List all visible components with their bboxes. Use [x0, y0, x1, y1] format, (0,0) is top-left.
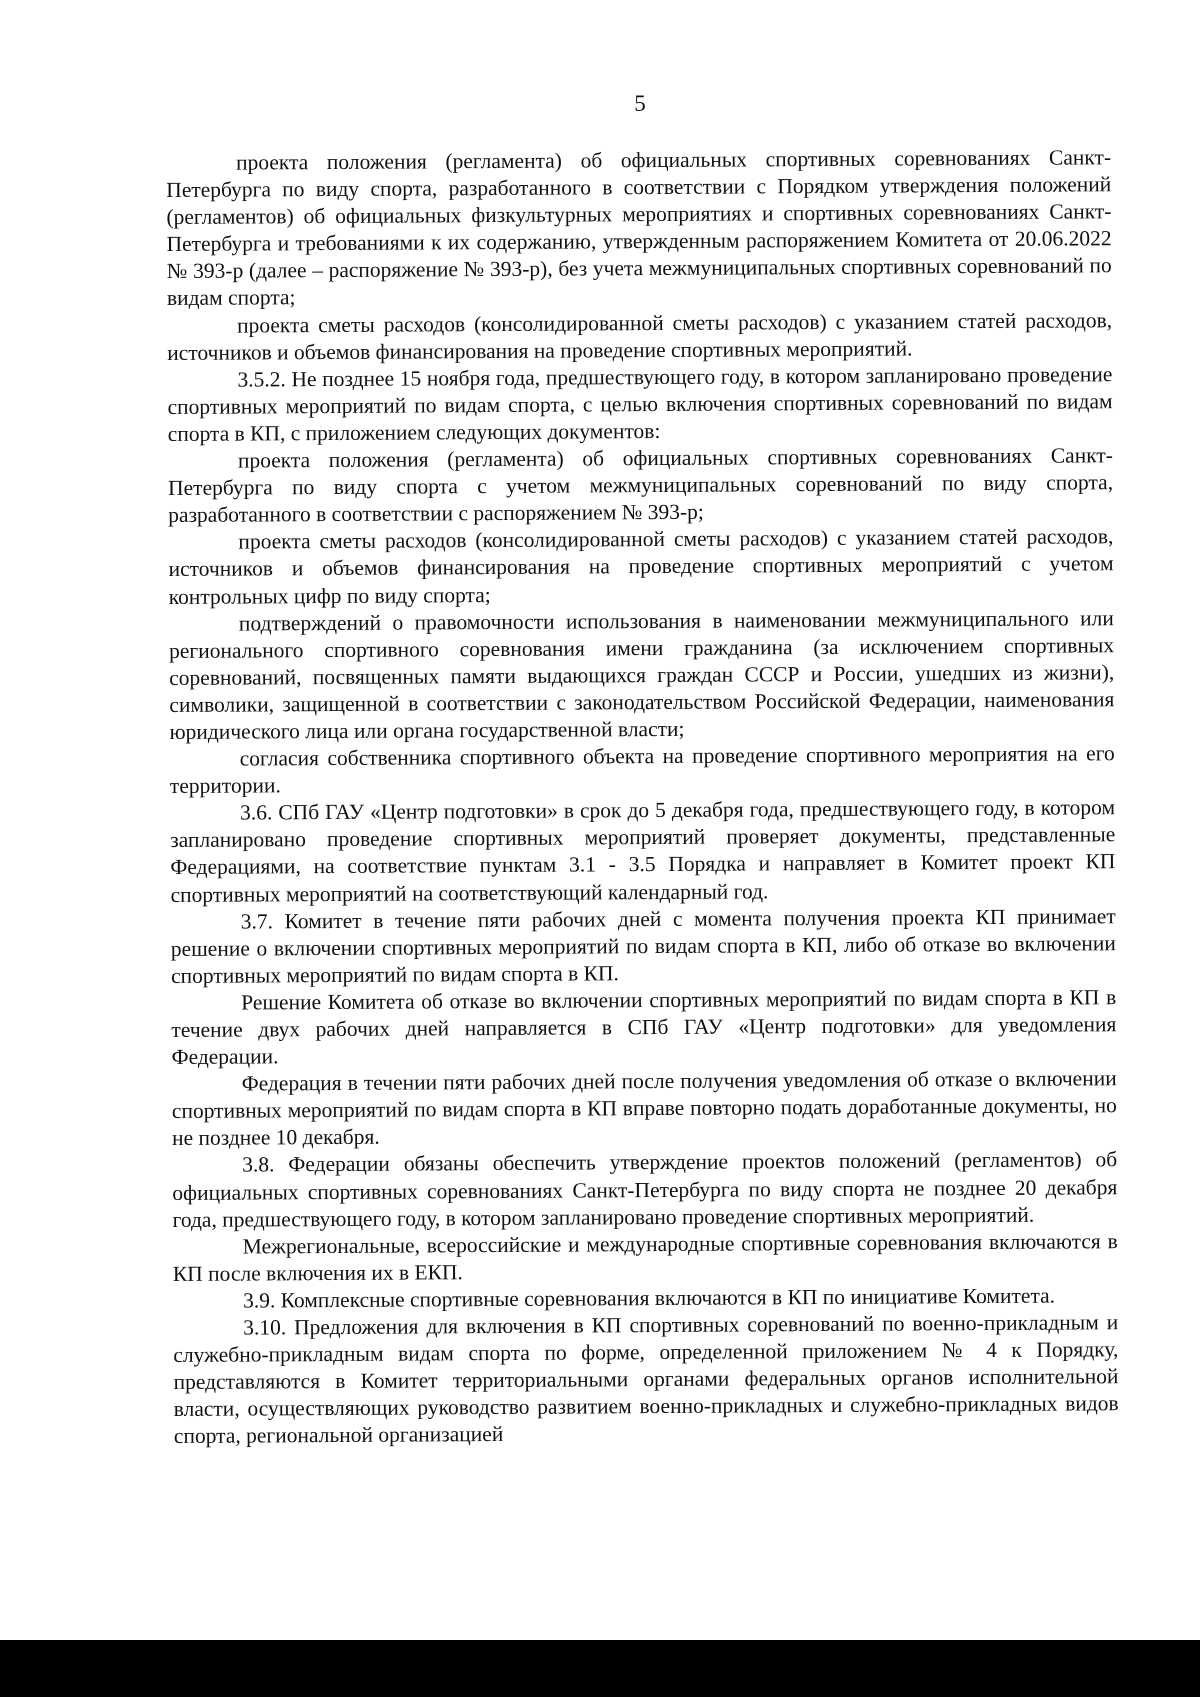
paragraph: 3.6. СПб ГАУ «Центр подготовки» в срок до 5 декабря года, предшествующего году, в котором запланировано проведение спортивных мероприятий проверяет документы, представленные Федерациями, на соответствие пунктам 3.1 - 3.5 Порядка и направляет в Комитет проект КП спортивных мероприятий на соответствующий календарный год. [170, 795, 1116, 907]
scan-bottom-border [0, 1640, 1200, 1697]
page-number: 5 [634, 91, 646, 116]
paragraph: подтверждений о правомочности использования в наименовании межмуниципального или регионального спортивного соревнования имени гражданина (за исключением спортивных соревнований, посвященных памяти выдающихся граждан СССР и России, ушедших из жизни), символики, защищенной в соответствии с законодательством Российской Федерации, наименования юридического лица или органа государственной власти; [168, 605, 1115, 744]
paragraph: проекта положения (регламента) об официальных спортивных соревнованиях Санкт-Петербурга по виду спорта с учетом межмуниципальных соревнований по виду спорта, разработанного в соответствии с распоряжением № 393-р; [167, 443, 1114, 528]
paragraph: Межрегиональные, всероссийские и международные спортивные соревнования включаются в КП после включения их в ЕКП. [172, 1228, 1118, 1286]
paragraph: проекта сметы расходов (консолидированной сметы расходов) с указанием статей расходов, источников и объемов финансирования на проведение спортивных мероприятий с учетом контрольных цифр по виду спорта; [168, 524, 1114, 609]
paragraph: Решение Комитета об отказе во включении спортивных мероприятий по видам спорта в КП в течение двух рабочих дней направляется в СПб ГАУ «Центр подготовки» для уведомления Федерации. [171, 985, 1117, 1070]
document-body [166, 144, 1119, 1450]
paragraph: проекта сметы расходов (консолидированной сметы расходов) с указанием статей расходов, источников и объемов финансирования на проведение спортивных мероприятий. [167, 307, 1113, 365]
paragraph: 3.5.2. Не позднее 15 ноября года, предшествующего году, в котором запланировано проведение спортивных мероприятий по видам спорта, с целью включения спортивных соревнований по видам спорта в КП, с приложением следующих документов: [167, 361, 1113, 446]
paragraph: согласия собственника спортивного объекта на проведение спортивного мероприятия на его территории. [169, 741, 1115, 799]
paragraph: 3.8. Федерации обязаны обеспечить утверждение проектов положений (регламентов) об официальных спортивных соревнованиях Санкт-Петербурга по виду спорта не позднее 20 декабря года, предшествующего году, в котором запланировано проведение спортивных мероприятий. [172, 1147, 1118, 1232]
paragraph: 3.9. Комплексные спортивные соревнования включаются в КП по инициативе Комитета. [242, 1283, 1056, 1313]
paragraph: Федерация в течении пяти рабочих дней после получения уведомления об отказе о включении спортивных мероприятий по видам спорта в КП вправе повторно подать доработанные документы, но не позднее 10 декабря. [171, 1066, 1117, 1151]
paragraph: проекта положения (регламента) об официальных спортивных соревнованиях Санкт-Петербурга по виду спорта, разработанного в соответствии с Порядком утверждения положений (регламентов) об официальных физкультурных мероприятиях и спортивных соревнованиях Санкт-Петербурга и требованиями к их содержанию, утвержденным распоряжением Комитета от 20.06.2022 № 393-р (далее – распоряжение № 393-р), без учета межмуниципальных спортивных соревнований по видам спорта; [166, 145, 1112, 311]
paragraph: 3.7. Комитет в течение пяти рабочих дней с момента получения проекта КП принимает решение о включении спортивных мероприятий по видам спорта в КП, либо об отказе во включении спортивных мероприятий по видам спорта в КП. [170, 903, 1116, 988]
paragraph: 3.10. Предложения для включения в КП спортивных соревнований по военно-прикладным и служебно-прикладным видам спорта по форме, определенной приложением № 4 к Порядку, представляются в Комитет территориальными органами федеральных органов исполнительной власти, осуществляющих руководство развитием военно-прикладных и служебно-прикладных видов спорта, региональной организацией [173, 1310, 1119, 1449]
